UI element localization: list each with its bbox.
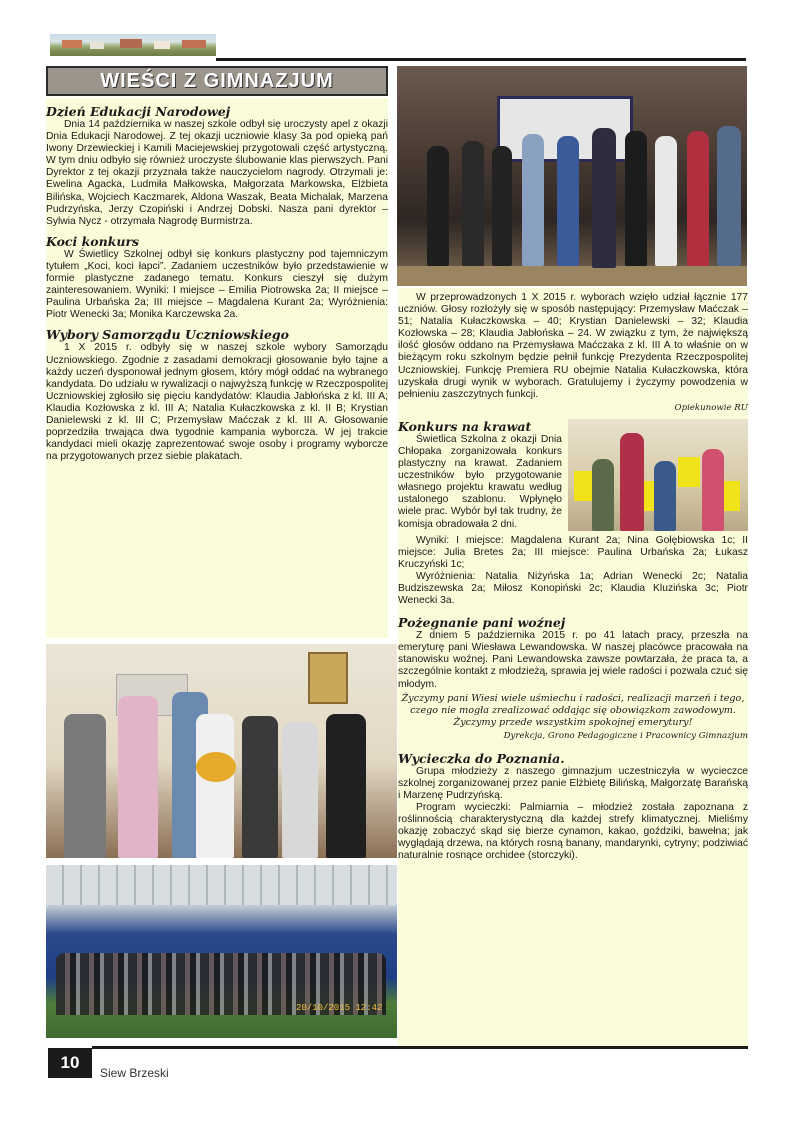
photo-staff-farewell [46,644,397,858]
article-body-pozegnanie: Z dniem 5 października 2015 r. po 41 latach pracy, przeszła na emeryturę pani Wiesława Lewandowska. W naszej placówce pracowała na stanowisku woźnej. Pani Lewandowska zawsze powtarzała, że praca ta, a szczególnie kontakt z młodzieżą, sprawia jej wiele radości i pozwala czuć się młodym. [398,630,748,690]
header-rule [216,58,746,61]
photo-timestamp: 20/10/2015 12:42 [296,1003,383,1013]
article-body-koci: W Świetlicy Szkolnej odbył się konkurs plastyczny pod tajemniczym tytułem „Koci, koci łapci”. Zadaniem uczestników było przedstawienie w formie plastyczne zadanego tematu. Konkurs cieszył się dużym zainteresowaniem. Wyniki: I miejsce – Emilia Piotrowska 2a; II miejsce – Paulina Urbańska 2a; III miejsce – Magdalena Kurant 2a; Wyróżnienia: Piotr Wenecki 3a; Monika Karczewska 2a. [46,248,388,321]
signature-ru: Opiekunowie RU [674,402,748,413]
article-body-wycieczka-2: Program wycieczki: Palmiarnia – młodzież została zapoznana z roślinnością charakterystyczną dla każdej strefy klimatycznej. Mieliśmy okazję zobaczyć skąd się bierze cynamon, kakao, goździki, bawełna; jak wyglądają drzewa, na których rosną banany, mandarynki, cytryny; podziwiać naturalnie rosnące orchidee (storczyki). [398,801,748,862]
article-body-wybory-cont: W przeprowadzonych 1 X 2015 r. wyborach wzięło udział łącznie 177 uczniów. Głosy rozłożyły się w sposób następujący: Przemysław Maćczak – 51; Natalia Kułaczkowska – 40; Krystian Danielewski – 32; Klaudia Kozłowska – 28; Klaudia Jabłońska – 24. W związku z tym, że największą ilość głosów oddano na Przemysława Maćczaka z kl. III A to właśnie on w bieżącym roku szkolnym będzie pełnił funkcję Prezydenta Rzeczpospolitej Uczniowskiej. Funkcję Premiera RU obejmie Natalia Kułaczkowska, która uzyskała drugi wynik w wyborach. Gratulujemy i życzymy powodzenia w pełnieniu zaszczytnych funkcji. [398,292,748,400]
left-column [46,98,388,638]
publication-name: Siew Brzeski [100,1066,169,1080]
photo-students-stage [397,66,747,286]
right-column [398,288,748,1048]
article-title-krawat: Konkurs na krawat [398,418,532,434]
photo-tie-contest [568,419,748,531]
footer-rule [92,1046,748,1049]
article-body-krawat: Świetlica Szkolna z okazji Dnia Chłopaka zorganizowała konkurs plastyczny na krawat. Zadaniem uczestników było przygotowanie własnego projektu krawatu według ustalonego szablonu. Wpłynęło wiele prac. Wybór był tak trudny, że komisja obradowała 2 dni. [398,433,562,530]
article-distinctions-krawat: Wyróżnienia: Natalia Niżyńska 1a; Adrian Wenecki 2c; Natalia Budziszewska 2a; Miłosz Konopiński 2c; Klaudia Kluzińska 3c; Piotr Wenecki 3a. [398,570,748,607]
article-results-krawat: Wyniki: I miejsce: Magdalena Kurant 2a; Nina Gołębiowska 1c; II miejsce: Julia Bretes 2a; III miejsce: Paulina Urbańska 2a; Łukasz Kruczyński 1c; [398,534,748,570]
header-village-photo [50,34,216,56]
article-body-dzien: Dnia 14 października w naszej szkole odbył się uroczysty apel z okazji Dnia Edukacji Narodowej. Z tej okazji uczniowie klasy 3a pod opieką pań Iwony Drzewieckiej i Kamili Maciejewskiej przygotowali część artystyczną. W tym dniu odbyło się również uroczyste ślubowanie klas pierwszych. Pani Dyrektor z tej okazji przyznała także nauczycielom nagrody. Otrzymali je: Ewelina Agacka, Ludmiła Małkowska, Małgorzata Markowska, Elżbieta Bilińska, Wojciech Kaczmarek, Aldona Waszak, Beata Michalak, Marzena Pudrzyńska, Jerzy Czopiński i Andrzej Dobski. Nasza pani dyrektor – Sylwia Nycz - otrzymała Nagrodę Burmistrza. [46,119,388,227]
article-wish-pozegnanie: Życzymy pani Wiesi wiele uśmiechu i radości, realizacji marzeń i tego, czego nie mogła zrealizować oddając się obowiązkom zawodowym. Życzymy przede wszystkim spokojnej emerytury! [401,692,745,728]
article-title-wycieczka: Wycieczka do Poznania. [398,750,565,766]
section-title: WIEŚCI Z GIMNAZJUM [46,66,388,96]
signature-pozegnanie: Dyrekcja, Grono Pedagogiczne i Pracownicy Gimnazjum [503,730,748,741]
photo-stadium-trip [46,865,397,1038]
page-number: 10 [48,1048,92,1078]
article-title-dzien: Dzień Edukacji Narodowej [46,104,231,119]
article-body-wycieczka-1: Grupa młodzieży z naszego gimnazjum uczestniczyła w wycieczce szkolnej zorganizowanej przez panie Elżbietę Bilińską, Małgorzatę Barańską i Marzenę Pudrzyńską. [398,765,748,801]
article-body-wybory: 1 X 2015 r. odbyły się w naszej szkole wybory Samorządu Uczniowskiego. Zgodnie z zasadami demokracji głosowanie było tajne a każdy uczeń dysponował jednym głosem, który mógł oddać na wybranego kandydata. Do udziału w rywalizacji o najwyższą funkcję w Rzeczpospolitej Uczniowskiej zgłosiło się pięciu kandydatów: Klaudia Jabłońska z kl. III A; Klaudia Kozłowska z kl. III A; Natalia Kułaczkowska z kl. II B; Krystian Danielewski z kl. III C; Przemysław Maćczak z kl. III A. Głosowanie poprzedziła trwająca dwa tygodnie kampania wyborcza. W jej trakcie kandydaci mieli okazję zaprezentować swoje osoby i programy wyborcze na przygotowanych przez siebie plakatach. [46,342,388,463]
article-title-koci: Koci konkurs [46,233,140,249]
article-title-wybory: Wybory Samorządu Uczniowskiego [46,327,289,343]
article-title-pozegnanie: Pożegnanie pani woźnej [398,615,566,631]
